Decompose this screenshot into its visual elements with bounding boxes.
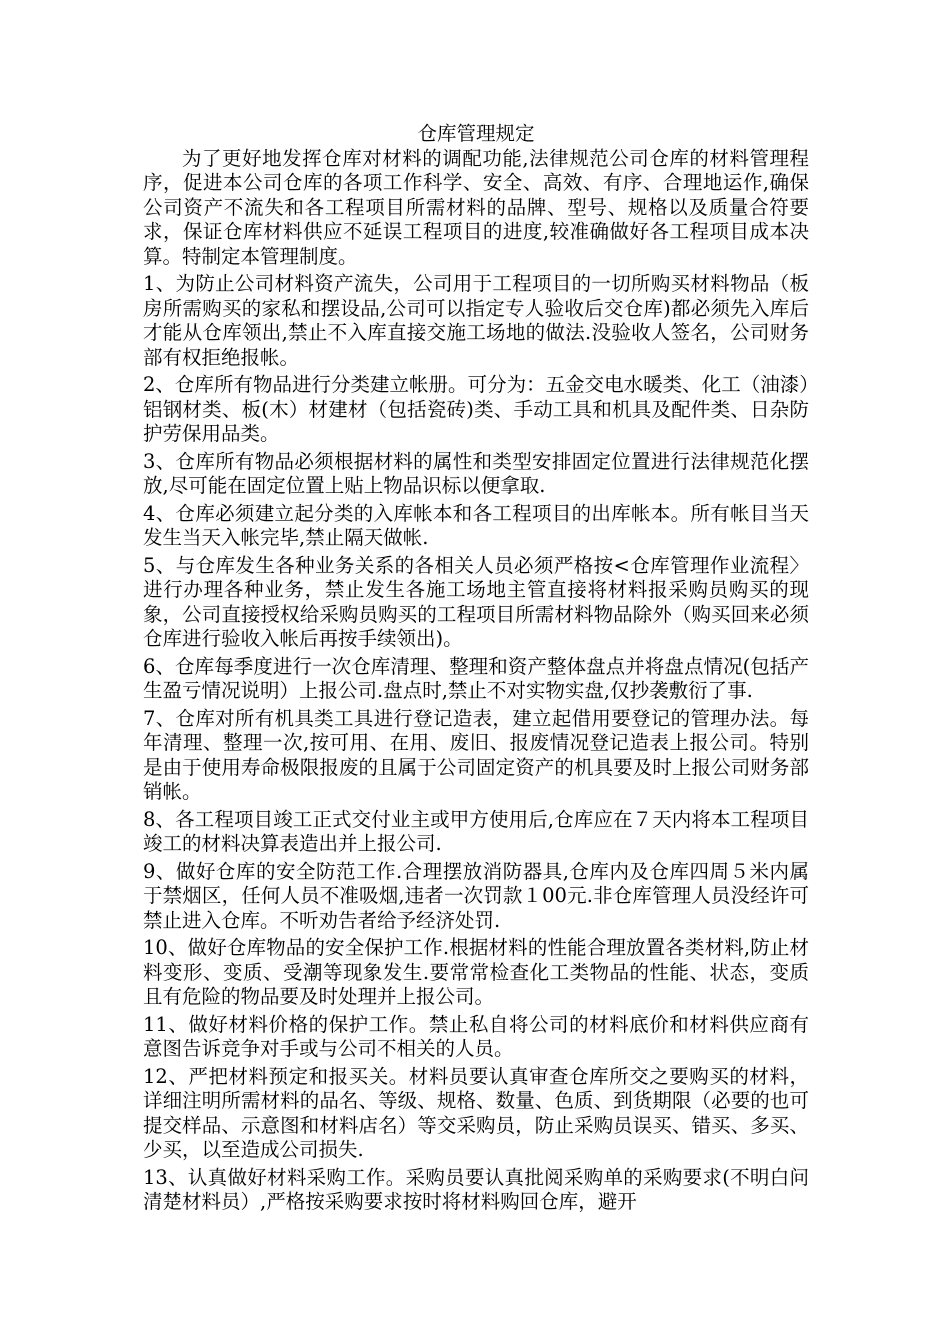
document-title: 仓库管理规定 [417,122,535,145]
rule-item-5: 5、与仓库发生各种业务关系的各相关人员必须严格按<仓库管理作业流程〉进行办理各种业务，禁止发生各施工场地主管直接将材料报采购员购买的现象，公司直接授权给采购员购买的工程项目所需材料物品除外（购买回来必须仓库进行验收入帐后再按手续领出)。 [143,553,809,650]
rule-item-1: 1、为防止公司材料资产流失，公司用于工程项目的一切所购买材料物品（板房所需购买的家私和摆设品,公司可以指定专人验收后交仓库)都必须先入库后才能从仓库领出,禁止不入库直接交施工场地的做法.没验收人签名，公司财务部有权拒绝报帐。 [143,272,809,369]
rule-item-10: 10、做好仓库物品的安全保护工作.根据材料的性能合理放置各类材料,防止材料变形、变质、受潮等现象发生.要常常检查化工类物品的性能、状态，变质且有危险的物品要及时处理并上报公司。 [143,936,809,1008]
rule-item-11: 11、做好材料价格的保护工作。禁止私自将公司的材料底价和材料供应商有意图告诉竞争对手或与公司不相关的人员。 [143,1012,809,1060]
rule-item-13: 13、认真做好材料采购工作。采购员要认真批阅采购单的采购要求(不明白问清楚材料员）,严格按采购要求按时将材料购回仓库，避开 [143,1165,809,1213]
rule-item-8: 8、各工程项目竣工正式交付业主或甲方使用后,仓库应在７天内将本工程项目竣工的材料决算表造出并上报公司. [143,807,809,855]
rule-item-12: 12、严把材料预定和报买关。材料员要认真审查仓库所交之要购买的材料，详细注明所需材料的品名、等级、规格、数量、色质、到货期限（必要的也可提交样品、示意图和材料店名）等交采购员，防止采购员误买、错买、多买、少买，以至造成公司损失. [143,1064,809,1161]
rule-item-9: 9、做好仓库的安全防范工作.合理摆放消防器具,仓库内及仓库四周５米内属于禁烟区，任何人员不准吸烟,违者一次罚款１00元.非仓库管理人员没经许可禁止进入仓库。不听劝告者给予经济处罚. [143,859,809,932]
rule-item-7: 7、仓库对所有机具类工具进行登记造表，建立起借用要登记的管理办法。每年清理、整理一次,按可用、在用、废旧、报废情况登记造表上报公司。特别是由于使用寿命极限报废的且属于公司固定资产的机具要及时上报公司财务部销帐。 [143,706,809,803]
intro-paragraph: 为了更好地发挥仓库对材料的调配功能,法律规范公司仓库的材料管理程序，促进本公司仓库的各项工作科学、安全、高效、有序、合理地运作,确保公司资产不流失和各工程项目所需材料的品牌、型号、规格以及质量合符要求，保证仓库材料供应不延误工程项目的进度,较准确做好各工程项目成本决算。特制定本管理制度。 [143,146,809,268]
rule-item-3: 3、仓库所有物品必须根据材料的属性和类型安排固定位置进行法律规范化摆放,尽可能在固定位置上贴上物品识标以便拿取. [143,449,809,497]
document-page [143,122,809,1218]
rule-item-4: 4、仓库必须建立起分类的入库帐本和各工程项目的出库帐本。所有帐目当天发生当天入帐完毕,禁止隔天做帐. [143,501,809,549]
rule-item-2: 2、仓库所有物品进行分类建立帐册。可分为：五金交电水暖类、化工（油漆）铝钢材类、板(木）材建材（包括瓷砖)类、手动工具和机具及配件类、日杂防护劳保用品类。 [143,373,809,445]
rule-item-6: 6、仓库每季度进行一次仓库清理、整理和资产整体盘点并将盘点情况(包括产生盈亏情况说明）上报公司.盘点时,禁止不对实物实盘,仅抄袭敷衍了事. [143,654,809,702]
